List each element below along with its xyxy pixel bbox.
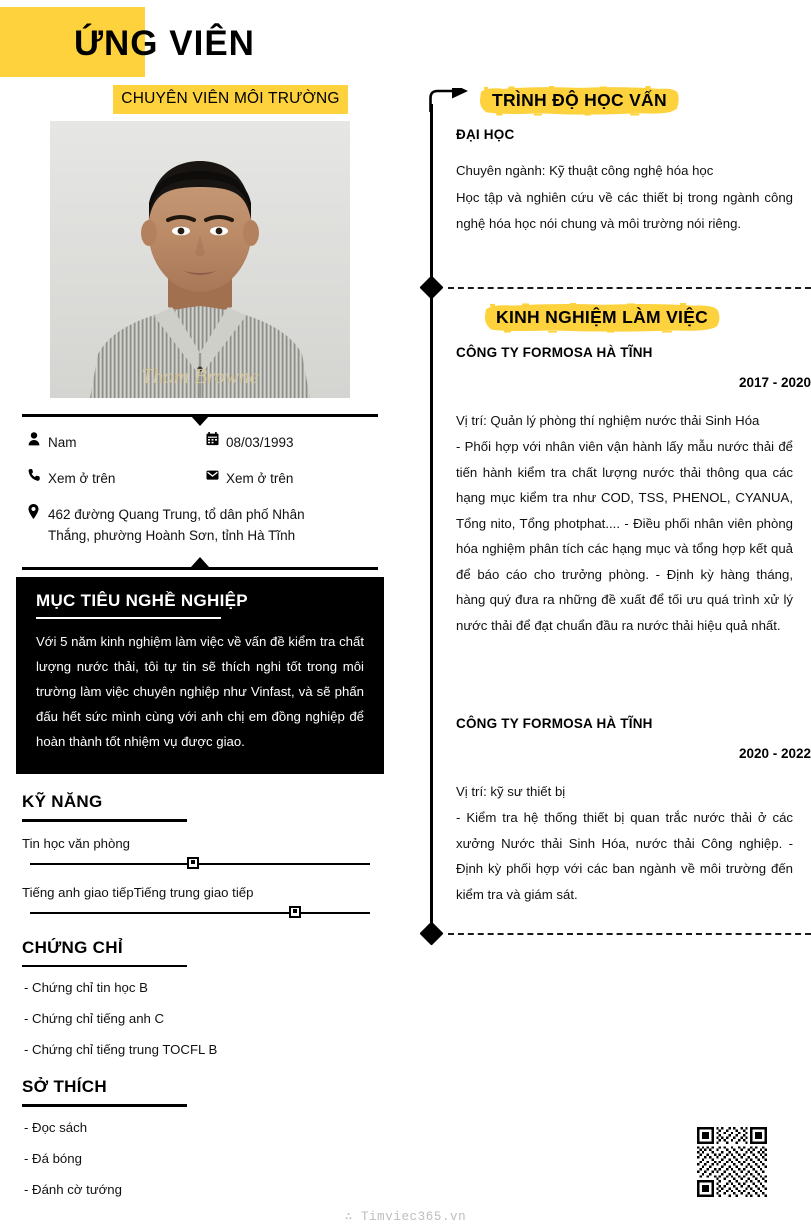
timeline-dash xyxy=(448,287,811,289)
contact-dob xyxy=(200,432,378,453)
page-title: ỨNG VIÊN xyxy=(74,24,255,63)
skills-section xyxy=(22,792,378,920)
education-title: TRÌNH ĐỘ HỌC VẤN xyxy=(478,86,681,116)
list-item: - Chứng chỉ tiếng trung TOCFL B xyxy=(24,1042,218,1057)
career-objective-body: Với 5 năm kinh nghiệm làm việc về vấn đề kiểm tra chất lượng nước thải, tôi tự tin sẽ thích nghi tốt trong môi trường làm việc chuyên nghiệp như Vinfast, và sẽ phấn đấu hết sức mình cùng với anh chị em đồng nghiệp để hoàn thành tốt nhiệm vụ được giao. xyxy=(36,634,364,749)
job-title-badge: CHUYÊN VIÊN MÔI TRƯỜNG xyxy=(113,85,348,114)
brand-watermark: ∴ Timviec365.vn xyxy=(344,1210,467,1224)
left-column xyxy=(0,85,400,1212)
experience-title: KINH NGHIỆM LÀM VIỆC xyxy=(482,303,722,333)
right-column xyxy=(418,0,811,1229)
hobbies-list xyxy=(22,1119,378,1199)
job-duties: - Phối hợp với nhân viên vận hành lấy mẫu nước thải để tiến hành kiểm tra chất lượng nước thải thông qua các hạng mục kiểm tra như COD, TSS, PHENOL, CYANUA, Tổng nito, Tổng photphat.... - Điều phối nhân viên phòng hóa nghiệm phân tích các hạng mục và tổng hợp kết quả để báo cáo cho trưởng phòng. - Định kỳ hàng tháng, hàng quý đưa ra những đề xuất để tối ưu quá trình xử lý nước thải để đạt chuẩn đầu ra nước thải hiệu quả nhất. xyxy=(456,439,793,633)
qr-code[interactable] xyxy=(697,1127,767,1197)
triangle-up-icon xyxy=(191,557,209,567)
timeline-node xyxy=(419,275,443,299)
title-underline xyxy=(22,965,187,968)
skill-item xyxy=(22,834,378,871)
location-pin-icon xyxy=(22,504,48,519)
title-underline xyxy=(22,1104,187,1107)
svg-text:Thom Browne: Thom Browne xyxy=(141,364,259,388)
list-item: - Đánh cờ tướng xyxy=(24,1181,122,1197)
skills-title: KỸ NĂNG xyxy=(22,792,103,811)
timeline-node xyxy=(419,921,443,945)
career-objective-title: MỤC TIÊU NGHỀ NGHIỆP xyxy=(36,591,248,610)
skill-label: Tin học văn phòng xyxy=(22,835,131,851)
job-company: CÔNG TY FORMOSA HÀ TĨNH xyxy=(456,716,653,731)
list-item: - Chứng chỉ tin học B xyxy=(24,980,148,995)
title-underline xyxy=(36,617,221,619)
timeline-arrow-icon xyxy=(428,88,470,119)
contact-divider xyxy=(22,561,378,573)
certificates-section xyxy=(22,938,378,1060)
contact-value: 08/03/1993 xyxy=(226,435,294,450)
skill-slider[interactable] xyxy=(30,857,370,871)
phone-icon xyxy=(22,468,48,482)
skill-label: Tiếng anh giao tiếpTiếng trung giao tiếp xyxy=(22,884,254,900)
contact-gender xyxy=(22,432,200,453)
contact-email xyxy=(200,468,378,489)
hobbies-title: SỞ THÍCH xyxy=(22,1077,107,1096)
candidate-photo xyxy=(50,121,350,398)
hobbies-section xyxy=(22,1077,378,1199)
envelope-icon xyxy=(200,468,226,482)
triangle-down-icon xyxy=(191,416,209,426)
education-level: ĐẠI HỌC xyxy=(456,127,515,142)
contact-phone xyxy=(22,468,200,489)
education-description: Học tập và nghiên cứu về các thiết bị trong ngành công nghệ hóa học nói chung và môi trường nói riêng. xyxy=(456,190,793,231)
contact-value: Xem ở trên xyxy=(226,471,294,486)
certificates-list xyxy=(22,979,378,1059)
contact-row xyxy=(22,504,378,546)
job-duties: - Kiểm tra hệ thống thiết bị quan trắc nước thải ở các xưởng Nước thải Sinh Hóa, nước thải Công nghiệp. - Định kỳ phối hợp với các ban ngành về môi trường đến kiểm tra và giám sát. xyxy=(456,810,793,902)
contact-value: Nam xyxy=(48,435,77,450)
calendar-icon xyxy=(200,432,226,446)
skill-slider[interactable] xyxy=(30,906,370,920)
career-objective-section xyxy=(16,577,384,774)
contact-row xyxy=(22,468,378,489)
title-underline xyxy=(22,819,187,822)
certificates-title: CHỨNG CHỈ xyxy=(22,937,123,957)
person-icon xyxy=(22,432,48,446)
job-period: 2017 - 2020 xyxy=(738,375,811,390)
timeline-dash xyxy=(448,933,811,935)
contact-row xyxy=(22,432,378,453)
job-period: 2020 - 2022 xyxy=(738,746,811,761)
education-major: Chuyên ngành: Kỹ thuật công nghệ hóa học xyxy=(456,163,714,178)
contact-value: 462 đường Quang Trung, tổ dân phố Nhân Thắng, phường Hoành Sơn, tỉnh Hà Tĩnh xyxy=(48,507,305,543)
list-item: - Đá bóng xyxy=(24,1150,82,1166)
photo-divider xyxy=(22,410,378,422)
job-position: Vị trí: kỹ sư thiết bị xyxy=(456,784,566,799)
skills-list xyxy=(22,834,378,920)
contact-info xyxy=(22,432,378,546)
job-position: Vị trí: Quản lý phòng thí nghiệm nước thải Sinh Hóa xyxy=(456,413,760,428)
job-company: CÔNG TY FORMOSA HÀ TĨNH xyxy=(456,345,653,360)
skill-slider-handle[interactable] xyxy=(289,906,301,918)
contact-value: Xem ở trên xyxy=(48,471,116,486)
timeline-spine xyxy=(430,104,433,936)
list-item: - Đọc sách xyxy=(24,1119,88,1135)
skill-item xyxy=(22,883,378,920)
contact-address xyxy=(22,504,378,546)
skill-slider-handle[interactable] xyxy=(187,857,199,869)
list-item: - Chứng chỉ tiếng anh C xyxy=(24,1011,165,1026)
